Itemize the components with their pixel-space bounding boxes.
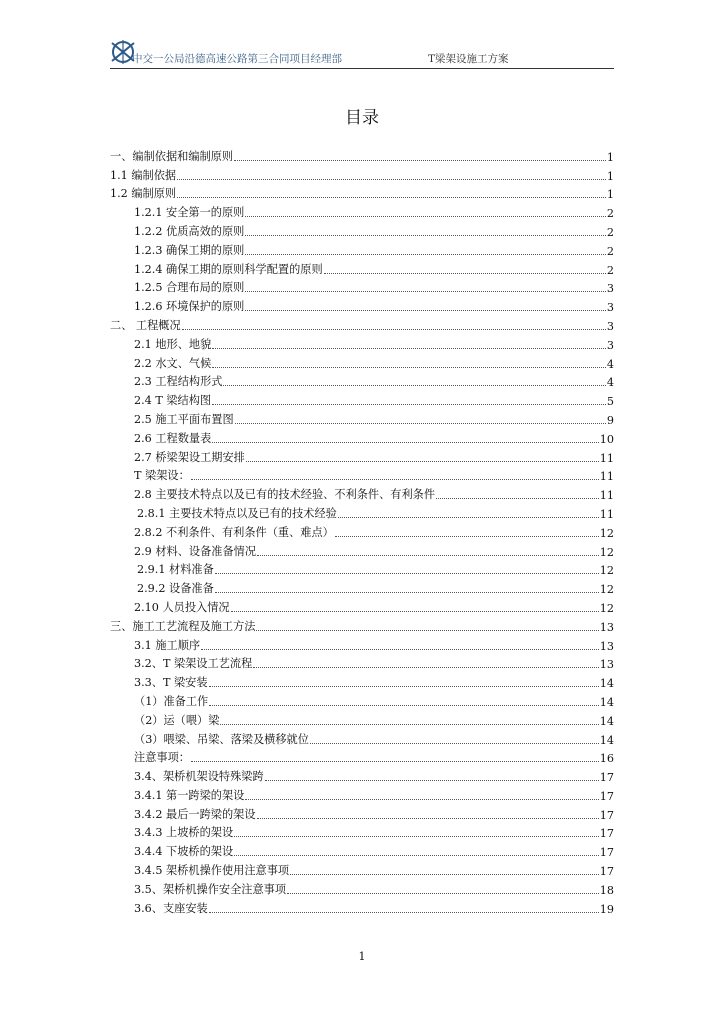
toc-entry[interactable] [110, 728, 614, 747]
toc-entry-page: 9 [606, 413, 614, 427]
toc-leader-dots [246, 460, 599, 462]
toc-entry-page: 4 [606, 376, 614, 390]
toc-leader-dots [234, 159, 606, 161]
toc-entry-text: 3.4.5 架桥机操作使用注意事项 [134, 864, 290, 878]
toc-entry-page: 12 [599, 601, 614, 615]
toc-entry-page: 2 [606, 244, 614, 258]
toc-entry[interactable] [110, 408, 614, 427]
toc-leader-dots [234, 854, 599, 856]
toc-entry[interactable] [110, 559, 614, 578]
toc-entry-page: 18 [599, 883, 614, 897]
toc-entry-text: 1.2.3 确保工期的原则 [134, 243, 245, 257]
toc-entry-text: 2.7 桥梁架设工期安排 [134, 450, 245, 464]
toc-entry-page: 2 [606, 263, 614, 277]
toc-leader-dots [212, 403, 606, 405]
toc-entry-page: 5 [606, 395, 614, 409]
toc-entry-page: 2 [606, 225, 614, 239]
toc-entry[interactable] [110, 183, 614, 202]
toc-entry-page: 13 [599, 639, 614, 653]
toc-entry-text: 3.2、T 梁架设工艺流程 [134, 657, 253, 671]
toc-entry-text: （2）运（喂）梁 [134, 713, 220, 727]
toc-entry-text: 1.2.5 合理布局的原则 [134, 281, 245, 295]
toc-entry-text: 3.4.2 最后一跨梁的架设 [134, 807, 256, 821]
toc-entry[interactable] [110, 201, 614, 220]
toc-leader-dots [209, 685, 599, 687]
toc-entry-page: 1 [606, 150, 614, 164]
toc-entry[interactable] [110, 615, 614, 634]
toc-entry-text: 二、 工程概况 [110, 318, 181, 332]
toc-leader-dots [212, 347, 606, 349]
toc-entry[interactable] [110, 540, 614, 559]
toc-entry-text: 3.3、T 梁安装 [134, 676, 208, 690]
toc-leader-dots [287, 892, 599, 894]
toc-entry[interactable] [110, 859, 614, 878]
page-title: 目录 [345, 108, 379, 128]
toc-entry-text: 注意事项： [134, 751, 190, 765]
toc-leader-dots [212, 441, 598, 443]
toc-leader-dots [223, 384, 605, 386]
toc-entry[interactable] [110, 371, 614, 390]
toc-leader-dots [191, 760, 599, 762]
toc-entry[interactable] [110, 465, 614, 484]
toc-entry-text: （1）准备工作 [134, 694, 209, 708]
toc-leader-dots [215, 572, 599, 574]
toc-entry[interactable] [110, 822, 614, 841]
toc-leader-dots [209, 911, 599, 913]
toc-entry[interactable] [110, 164, 614, 183]
toc-entry-text: 2.6 工程数量表 [134, 431, 212, 445]
toc-leader-dots [253, 666, 598, 668]
toc-entry-text: 1.2 编制原则 [110, 187, 177, 201]
toc-entry[interactable] [110, 840, 614, 859]
toc-leader-dots [231, 610, 599, 612]
toc-entry-page: 17 [599, 865, 614, 879]
toc-entry[interactable] [110, 502, 614, 521]
toc-entry-page: 14 [599, 714, 614, 728]
toc-entry[interactable] [110, 709, 614, 728]
toc-entry-text: 1.2.1 安全第一的原则 [134, 206, 245, 220]
toc-entry-text: T 梁架设： [134, 469, 190, 483]
toc-entry-text: 2.4 T 梁结构图 [134, 394, 212, 408]
toc-entry[interactable] [110, 446, 614, 465]
toc-entry[interactable] [110, 634, 614, 653]
toc-leader-dots [310, 742, 599, 744]
toc-leader-dots [235, 422, 606, 424]
toc-entry-page: 12 [599, 564, 614, 578]
toc-entry-page: 12 [599, 583, 614, 597]
toc-entry-page: 17 [599, 808, 614, 822]
toc-entry-page: 17 [599, 789, 614, 803]
toc-entry-text: 2.9 材料、设备准备情况 [134, 544, 257, 558]
table-of-contents [110, 145, 614, 916]
toc-entry[interactable] [110, 314, 614, 333]
toc-entry-page: 14 [599, 733, 614, 747]
toc-entry-text: 2.1 地形、地貌 [134, 337, 212, 351]
toc-entry-text: 3.4.4 下坡桥的架设 [134, 845, 234, 859]
toc-entry[interactable] [110, 878, 614, 897]
toc-entry[interactable] [110, 389, 614, 408]
toc-leader-dots [209, 704, 599, 706]
toc-entry-text: 一、编制依据和编制原则 [110, 149, 234, 163]
toc-entry-text: 1.2.2 优质高效的原则 [134, 224, 245, 238]
toc-leader-dots [182, 328, 606, 330]
toc-entry-text: 1.1 编制依据 [110, 168, 177, 182]
toc-entry-page: 13 [599, 658, 614, 672]
toc-entry-page: 11 [599, 451, 614, 465]
toc-entry-text: （3）喂梁、吊梁、落梁及横移就位 [134, 732, 309, 746]
toc-leader-dots [177, 196, 606, 198]
toc-entry-text: 2.5 施工平面布置图 [134, 412, 234, 426]
toc-entry-page: 2 [606, 207, 614, 221]
toc-leader-dots [201, 648, 599, 650]
toc-leader-dots [324, 272, 606, 274]
toc-entry[interactable] [110, 521, 614, 540]
toc-entry-text: 2.3 工程结构形式 [134, 375, 223, 389]
toc-entry-page: 11 [599, 507, 614, 521]
toc-leader-dots [245, 234, 606, 236]
toc-entry-text: 2.8.2 不利条件、有利条件（重、难点） [134, 525, 334, 539]
toc-entry[interactable] [110, 239, 614, 258]
toc-entry-text: 2.8 主要技术特点以及已有的技术经验、不利条件、有利条件 [134, 488, 436, 502]
toc-leader-dots [245, 290, 606, 292]
toc-entry[interactable] [110, 671, 614, 690]
toc-entry[interactable] [110, 145, 614, 164]
toc-entry[interactable] [110, 653, 614, 672]
toc-leader-dots [256, 629, 598, 631]
toc-entry[interactable] [110, 295, 614, 314]
toc-leader-dots [220, 723, 598, 725]
toc-entry[interactable] [110, 277, 614, 296]
toc-entry-text: 2.8.1 主要技术特点以及已有的技术经验 [137, 506, 337, 520]
toc-entry-page: 12 [599, 545, 614, 559]
toc-leader-dots [290, 873, 599, 875]
toc-entry[interactable] [110, 897, 614, 916]
toc-entry[interactable] [110, 577, 614, 596]
toc-entry-page: 14 [599, 677, 614, 691]
toc-entry[interactable] [110, 803, 614, 822]
toc-entry-page: 17 [599, 771, 614, 785]
toc-leader-dots [245, 798, 598, 800]
toc-entry[interactable] [110, 784, 614, 803]
toc-entry-text: 2.2 水文、气候 [134, 356, 212, 370]
toc-leader-dots [338, 516, 599, 518]
toc-entry-page: 3 [606, 338, 614, 352]
toc-entry[interactable] [110, 258, 614, 277]
toc-entry-page: 13 [599, 620, 614, 634]
toc-entry-text: 3.5、架桥机操作安全注意事项 [134, 882, 287, 896]
toc-entry-text: 三、施工工艺流程及施工方法 [110, 619, 256, 633]
toc-entry-page: 11 [599, 489, 614, 503]
header-organization: 中交一公局沿德高速公路第三合同项目经理部 [132, 53, 342, 65]
toc-entry[interactable] [110, 483, 614, 502]
toc-leader-dots [245, 253, 606, 255]
toc-entry-text: 3.4.1 第一跨梁的架设 [134, 788, 245, 802]
toc-entry[interactable] [110, 596, 614, 615]
toc-entry[interactable] [110, 765, 614, 784]
toc-leader-dots [257, 554, 599, 556]
toc-leader-dots [212, 366, 606, 368]
toc-entry-page: 16 [599, 752, 614, 766]
toc-entry-text: 1.2.6 环境保护的原则 [134, 300, 245, 314]
toc-entry-page: 12 [599, 526, 614, 540]
toc-entry[interactable] [110, 220, 614, 239]
toc-leader-dots [191, 478, 599, 480]
toc-leader-dots [245, 309, 606, 311]
toc-entry-page: 4 [606, 357, 614, 371]
toc-entry-page: 19 [599, 902, 614, 916]
toc-leader-dots [265, 779, 599, 781]
toc-leader-dots [436, 497, 599, 499]
toc-leader-dots [177, 178, 606, 180]
toc-entry-text: 3.4.3 上坡桥的架设 [134, 826, 234, 840]
toc-entry[interactable] [110, 333, 614, 352]
toc-entry-text: 2.9.2 设备准备 [137, 582, 214, 596]
page-number: 1 [358, 950, 366, 963]
toc-entry[interactable] [110, 427, 614, 446]
toc-entry-page: 1 [606, 188, 614, 202]
toc-entry-page: 14 [599, 695, 614, 709]
header-document-title: T梁架设施工方案 [428, 53, 509, 65]
toc-entry[interactable] [110, 352, 614, 371]
toc-leader-dots [215, 591, 599, 593]
toc-leader-dots [245, 215, 606, 217]
toc-entry-page: 10 [599, 432, 614, 446]
toc-entry-text: 3.4、架桥机架设特殊梁跨 [134, 770, 264, 784]
toc-entry-text: 1.2.4 确保工期的原则科学配置的原则 [134, 262, 323, 276]
toc-entry-page: 11 [599, 470, 614, 484]
toc-entry-page: 3 [606, 301, 614, 315]
toc-leader-dots [257, 817, 599, 819]
toc-entry[interactable] [110, 747, 614, 766]
toc-leader-dots [234, 835, 599, 837]
toc-entry-text: 2.10 人员投入情况 [134, 600, 230, 614]
toc-entry[interactable] [110, 690, 614, 709]
toc-entry-page: 3 [606, 319, 614, 333]
toc-entry-text: 3.6、支座安装 [134, 901, 208, 915]
toc-entry-page: 1 [606, 169, 614, 183]
toc-leader-dots [335, 535, 599, 537]
toc-entry-text: 3.1 施工顺序 [134, 638, 201, 652]
toc-entry-page: 3 [606, 282, 614, 296]
page-header [110, 38, 614, 69]
toc-entry-page: 17 [599, 846, 614, 860]
toc-entry-page: 17 [599, 827, 614, 841]
toc-entry-text: 2.9.1 材料准备 [137, 563, 214, 577]
